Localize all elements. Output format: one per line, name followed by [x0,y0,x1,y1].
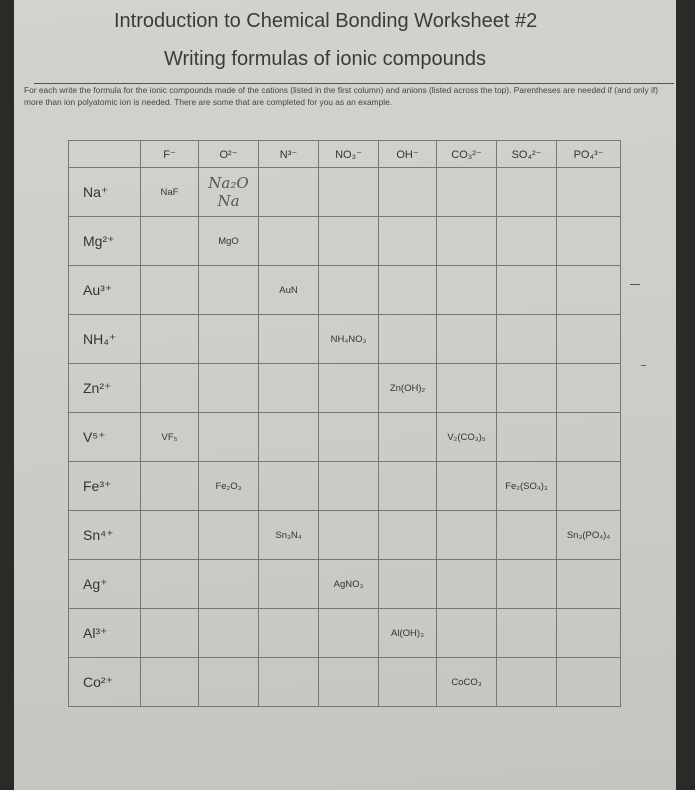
formula-cell[interactable]: NH₄NO₃ [319,315,379,364]
table-row [69,658,621,707]
formula-cell[interactable] [557,217,621,266]
formula-cell[interactable] [141,217,199,266]
formula-cell[interactable]: Sn₃N₄ [259,511,319,560]
formula-cell[interactable] [557,364,621,413]
anion-header: SO₄²⁻ [497,141,557,168]
formula-cell[interactable] [141,511,199,560]
formula-cell[interactable] [437,560,497,609]
worksheet-subtitle: Writing formulas of ionic compounds [164,48,486,70]
formula-cell[interactable] [557,168,621,217]
formula-cell[interactable] [557,658,621,707]
table-row [69,217,621,266]
formula-cell[interactable] [437,266,497,315]
anion-header: PO₄³⁻ [557,141,621,168]
formula-cell[interactable] [319,168,379,217]
formula-cell[interactable] [199,560,259,609]
table-row [69,609,621,658]
formula-cell[interactable] [437,315,497,364]
formula-cell[interactable] [497,658,557,707]
table-row [69,462,621,511]
formula-cell[interactable] [199,364,259,413]
formula-cell[interactable] [557,266,621,315]
formula-cell[interactable] [259,658,319,707]
table-row [69,511,621,560]
cation-label: Na⁺ [69,168,141,217]
table-row [69,266,621,315]
formula-cell[interactable] [199,511,259,560]
formula-cell[interactable] [557,315,621,364]
formula-cell[interactable] [437,364,497,413]
formula-cell[interactable] [497,315,557,364]
table-row [69,364,621,413]
formula-cell[interactable] [319,511,379,560]
formula-cell[interactable] [141,560,199,609]
formula-cell[interactable] [437,511,497,560]
formula-cell[interactable] [259,560,319,609]
formula-cell[interactable]: Fe₂(SO₄)₃ [497,462,557,511]
formula-cell[interactable] [259,413,319,462]
formula-cell[interactable] [199,266,259,315]
formula-cell[interactable]: MgO [199,217,259,266]
formula-cell[interactable] [497,217,557,266]
formula-cell[interactable] [319,413,379,462]
formula-cell[interactable] [259,462,319,511]
formula-cell[interactable] [437,217,497,266]
formula-cell[interactable] [199,609,259,658]
worksheet-page [14,0,676,790]
anion-header: NO₃⁻ [319,141,379,168]
anion-header: F⁻ [141,141,199,168]
formula-cell[interactable] [199,658,259,707]
cation-label: Al³⁺ [69,609,141,658]
formula-cell[interactable] [497,266,557,315]
formula-cell[interactable]: Na₂O Na [199,168,259,217]
formula-cell[interactable] [497,364,557,413]
formula-cell[interactable]: Fe₂O₃ [199,462,259,511]
formula-cell[interactable]: CoCO₃ [437,658,497,707]
formula-cell[interactable] [557,462,621,511]
formula-cell[interactable] [141,609,199,658]
anion-header-row [69,141,621,168]
formula-cell[interactable] [141,266,199,315]
anion-header: N³⁻ [259,141,319,168]
formula-cell[interactable] [319,658,379,707]
formula-cell[interactable] [437,609,497,658]
formula-cell[interactable] [259,168,319,217]
formula-cell[interactable] [199,413,259,462]
formula-cell[interactable] [497,609,557,658]
formula-cell[interactable] [199,315,259,364]
cation-label: Ag⁺ [69,560,141,609]
formula-cell[interactable] [557,560,621,609]
worksheet-title: Introduction to Chemical Bonding Worksheet #2 [114,10,538,32]
formula-cell[interactable] [259,364,319,413]
formula-cell[interactable]: AuN [259,266,319,315]
formula-cell[interactable] [497,413,557,462]
cation-label: Sn⁴⁺ [69,511,141,560]
formula-cell[interactable] [379,658,437,707]
formula-cell[interactable] [379,511,437,560]
formula-cell[interactable] [319,266,379,315]
formula-cell[interactable] [259,609,319,658]
formula-cell[interactable]: NaF [141,168,199,217]
formula-cell[interactable]: Al(OH)₃ [379,609,437,658]
formula-cell[interactable] [379,266,437,315]
anion-header: O²⁻ [199,141,259,168]
cation-label: Zn²⁺ [69,364,141,413]
corner-cell [69,141,141,168]
cation-label: Mg²⁺ [69,217,141,266]
formula-cell[interactable] [319,364,379,413]
cation-label: NH₄⁺ [69,315,141,364]
formula-cell[interactable] [379,168,437,217]
anion-header: OH⁻ [379,141,437,168]
formula-cell[interactable] [379,462,437,511]
formula-cell[interactable] [259,315,319,364]
formula-cell[interactable] [319,462,379,511]
cation-label: Co²⁺ [69,658,141,707]
formula-cell[interactable]: V₂(CO₃)₅ [437,413,497,462]
table-row [69,413,621,462]
formula-cell[interactable]: AgNO₃ [319,560,379,609]
anion-header: CO₃²⁻ [437,141,497,168]
margin-mark [641,365,646,366]
ionic-formula-table [68,140,621,707]
formula-cell[interactable] [557,609,621,658]
table-row [69,560,621,609]
formula-cell[interactable] [379,413,437,462]
formula-cell[interactable] [319,609,379,658]
formula-cell[interactable] [379,315,437,364]
formula-cell[interactable]: VF₅ [141,413,199,462]
cation-label: Fe³⁺ [69,462,141,511]
formula-cell[interactable] [319,217,379,266]
cation-label: Au³⁺ [69,266,141,315]
formula-cell[interactable] [259,217,319,266]
formula-cell[interactable] [497,560,557,609]
formula-cell[interactable] [379,217,437,266]
formula-cell[interactable] [497,511,557,560]
formula-cell[interactable]: Zn(OH)₂ [379,364,437,413]
cation-label: V⁵⁺ [69,413,141,462]
instructions-text: For each write the formula for the ionic compounds made of the cations (listed in the first column) and anions (listed across the top). Parentheses are needed if (and only if) more than ion polyatomic ion is needed. There are some that are completed for you as an example. [24,85,659,107]
formula-cell[interactable] [141,462,199,511]
formula-cell[interactable] [437,462,497,511]
formula-cell[interactable] [141,364,199,413]
table-row [69,315,621,364]
formula-cell[interactable] [141,658,199,707]
formula-cell[interactable]: Sn₃(PO₄)₄ [557,511,621,560]
formula-cell[interactable] [497,168,557,217]
formula-cell[interactable] [141,315,199,364]
formula-cell[interactable] [557,413,621,462]
margin-mark [630,284,640,285]
formula-cell[interactable] [379,560,437,609]
table-row [69,168,621,217]
formula-cell[interactable] [437,168,497,217]
